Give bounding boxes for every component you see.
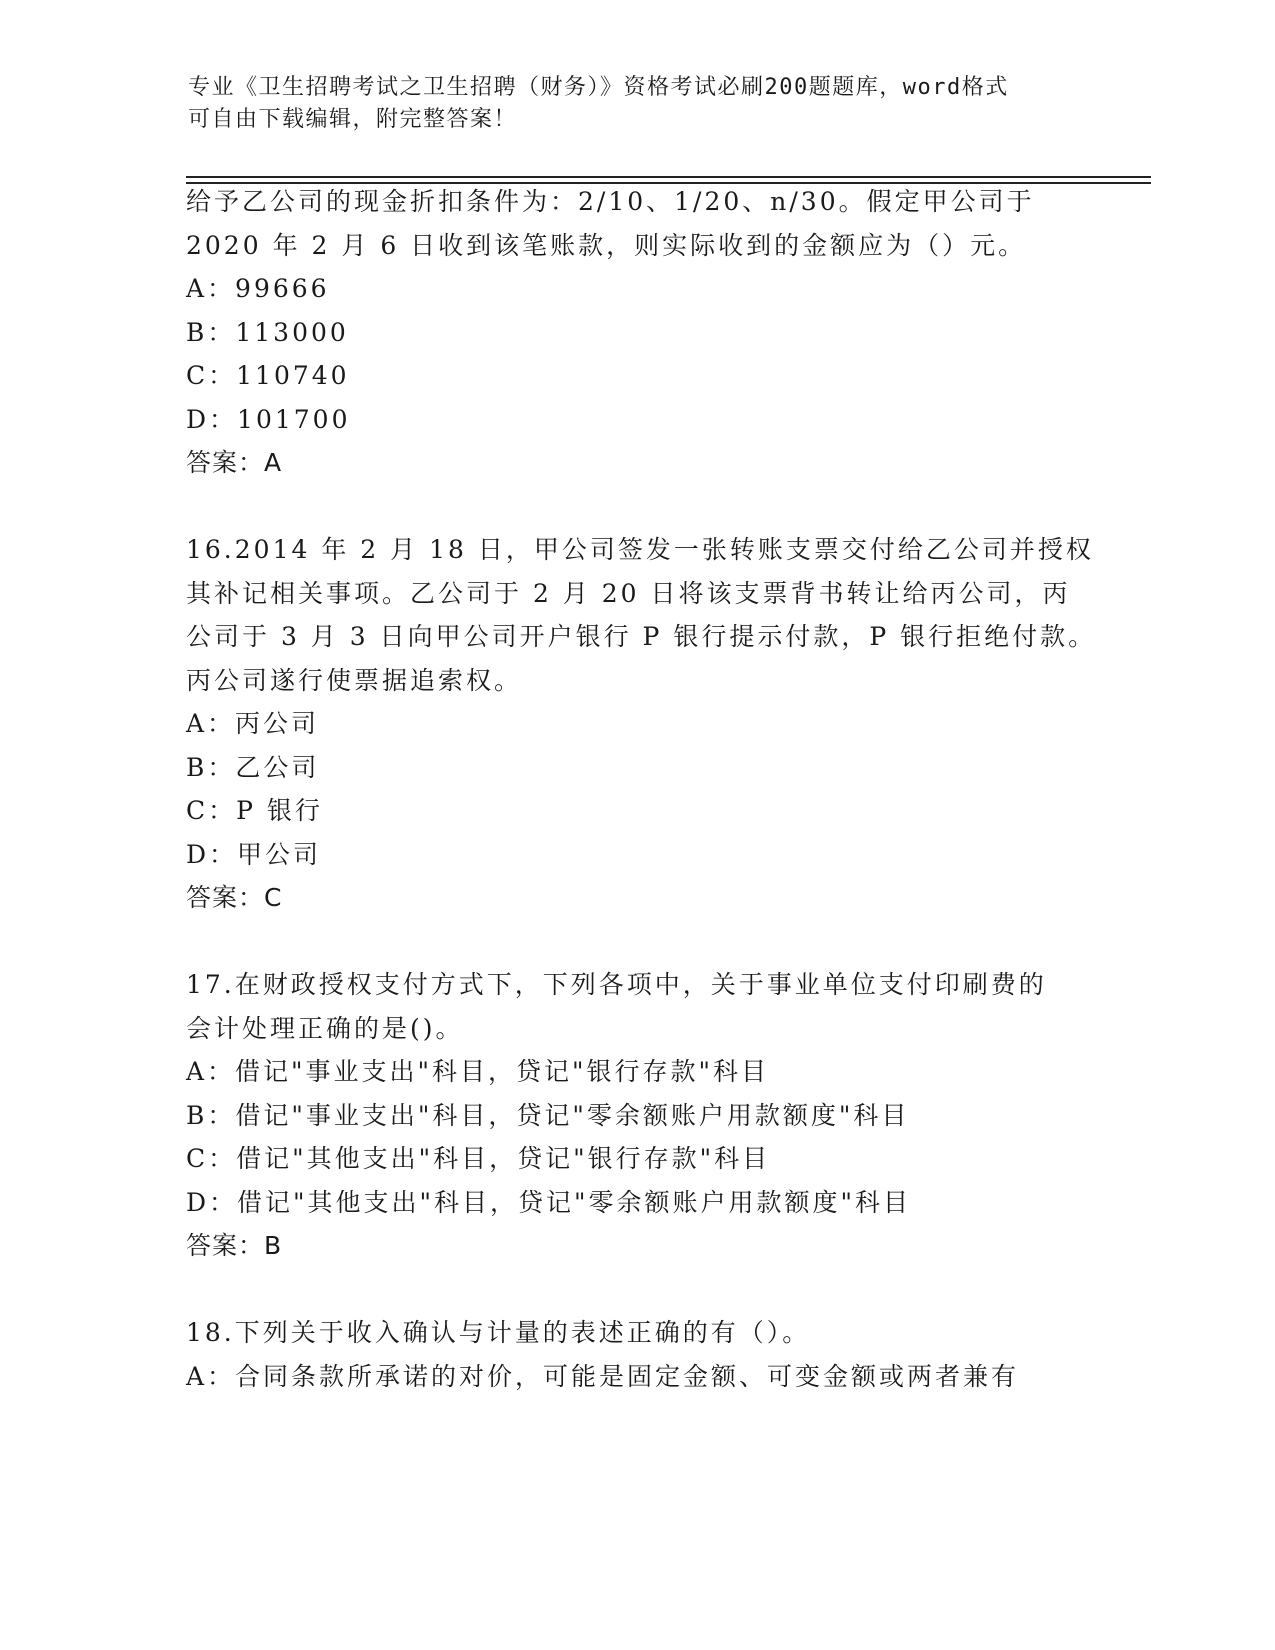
question-17-option-b: B：借记"事业支出"科目，贷记"零余额账户用款额度"科目 [186,1101,910,1130]
question-16-option-b: B：乙公司 [186,753,320,782]
question-17-option-d: D：借记"其他支出"科目，贷记"零余额账户用款额度"科目 [186,1188,912,1217]
document-header [188,72,1088,136]
header-line-1: 专业《卫生招聘考试之卫生招聘（财务）》资格考试必刷200题题库，word格式 [188,75,1009,100]
question-16-text-line-2: 其补记相关事项。乙公司于 2 月 20 日将该支票背书转让给丙公司，丙 [186,579,1071,608]
question-16-option-c: C：P 银行 [186,796,323,825]
question-16-text-line-3: 公司于 3 月 3 日向甲公司开户银行 P 银行提示付款，P 银行拒绝付款。 [186,622,1097,651]
question-17-option-c: C：借记"其他支出"科目，贷记"银行存款"科目 [186,1144,771,1173]
question-15-text-line-1: 给予乙公司的现金折扣条件为：2/10、1/20、n/30。假定甲公司于 [186,187,1035,216]
question-15-text-line-2: 2020 年 2 月 6 日收到该笔账款，则实际收到的金额应为（）元。 [186,231,1027,260]
header-line-2: 可自由下载编辑，附完整答案！ [188,107,518,132]
question-18-option-a: A：合同条款所承诺的对价，可能是固定金额、可变金额或两者兼有 [186,1362,1020,1391]
question-17-text-line-1: 17.在财政授权支付方式下，下列各项中，关于事业单位支付印刷费的 [186,970,1047,999]
question-15-option-c: C：110740 [186,361,350,390]
question-17-answer: 答案：B [186,1231,283,1260]
question-15-option-d: D：101700 [186,405,351,434]
question-15-answer: 答案：A [186,448,283,477]
question-17-text-line-2: 会计处理正确的是()。 [186,1014,464,1043]
question-16-text-line-1: 16.2014 年 2 月 18 日，甲公司签发一张转账支票交付给乙公司并授权 [186,535,1094,564]
question-17-option-a: A：借记"事业支出"科目，贷记"银行存款"科目 [186,1057,770,1086]
question-16-option-d: D：甲公司 [186,840,322,869]
question-16-answer: 答案：C [186,883,283,912]
question-15-option-b: B：113000 [186,318,349,347]
header-divider-top [186,176,1151,178]
question-16-text-line-4: 丙公司遂行使票据追索权。 [186,666,523,695]
question-16-option-a: A：丙公司 [186,709,320,738]
question-15-option-a: A：99666 [186,274,330,303]
question-18-text-line-1: 18.下列关于收入确认与计量的表述正确的有（）。 [186,1318,811,1347]
